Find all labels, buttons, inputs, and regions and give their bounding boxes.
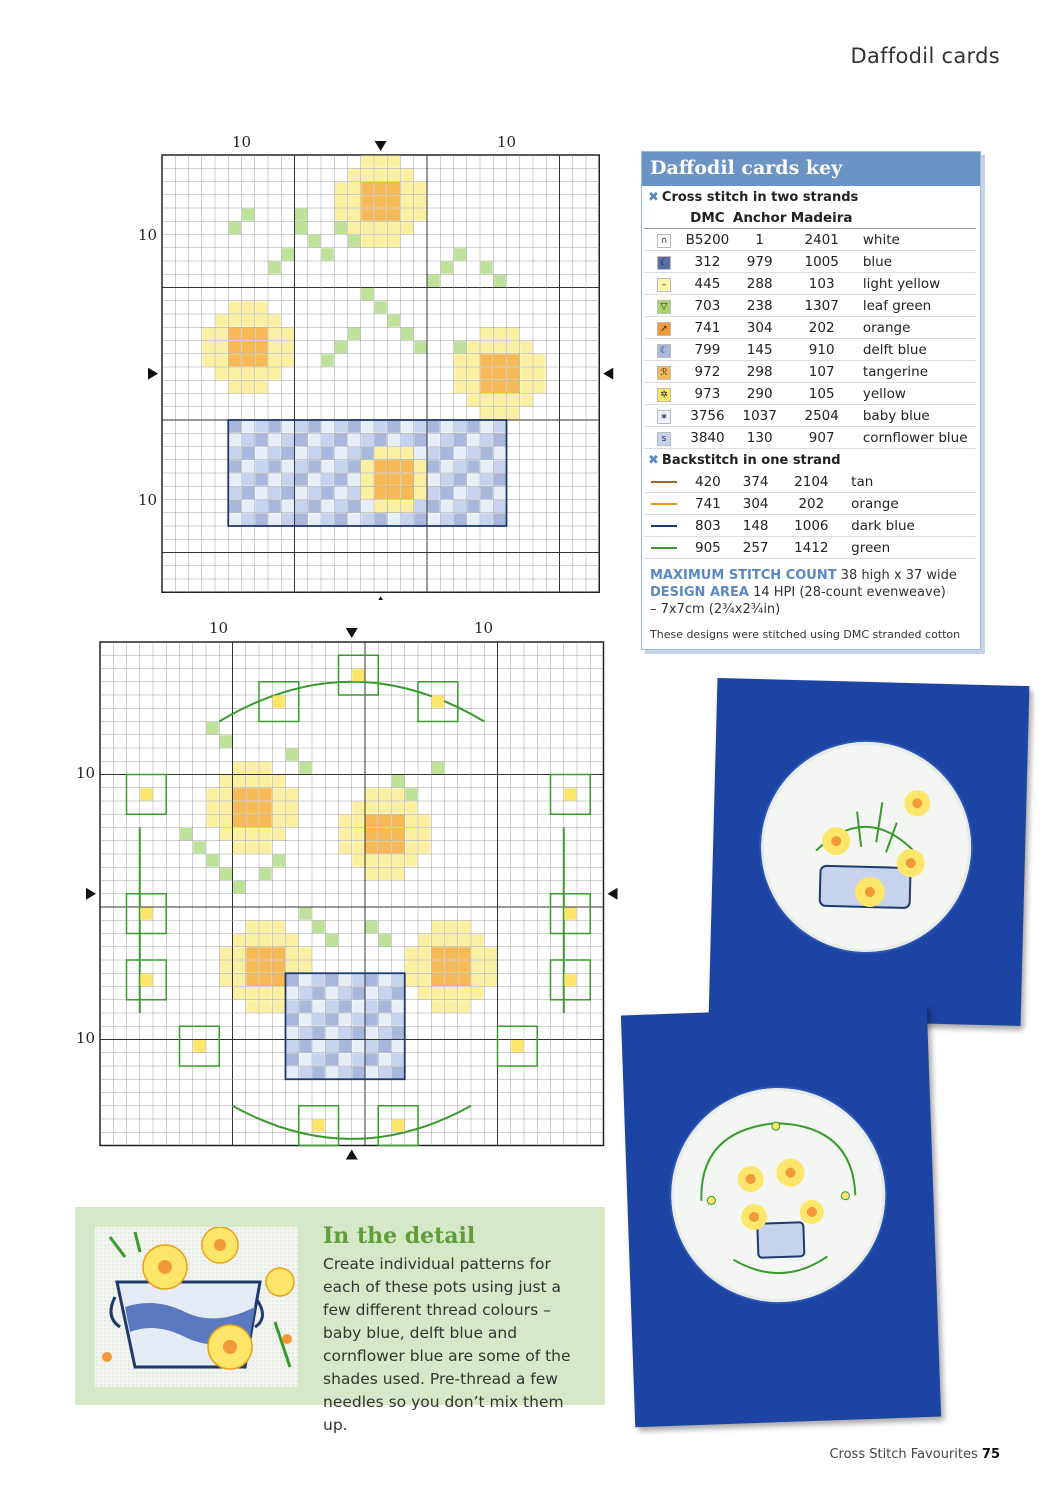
dmc-code: 905 <box>684 537 732 559</box>
key-symbol: ∩ <box>644 229 684 251</box>
backstitch-line <box>644 471 684 493</box>
key-symbol: ℛ <box>644 361 684 383</box>
madeira-code: 907 <box>788 427 854 449</box>
colour-name: light yellow <box>855 273 976 295</box>
colour-name: delft blue <box>855 339 976 361</box>
card-front-stitching <box>668 1084 889 1305</box>
max-stitch-label: MAXIMUM STITCH COUNT <box>650 568 837 583</box>
card-back-aperture <box>758 739 973 954</box>
cross-stitch-heading: ✖ Cross stitch in two strands <box>648 190 859 205</box>
chart1-left-bottom-label: 10 <box>138 491 158 509</box>
name-col-header <box>855 208 976 229</box>
madeira-code: 2401 <box>788 229 854 251</box>
colour-name: white <box>855 229 976 251</box>
colour-name: blue <box>855 251 976 273</box>
symbol-col-header <box>644 208 684 229</box>
dmc-code: 741 <box>684 317 731 339</box>
backstitch-line <box>644 493 684 515</box>
key-row <box>644 405 976 427</box>
colour-name: dark blue <box>843 515 976 537</box>
madeira-code: 107 <box>788 361 854 383</box>
design-area-label: DESIGN AREA <box>650 585 749 600</box>
key-symbol: ➚ <box>644 317 684 339</box>
backstitch-table <box>644 471 976 559</box>
anchor-code: 304 <box>732 493 780 515</box>
madeira-code: 103 <box>788 273 854 295</box>
dmc-code: 445 <box>684 273 731 295</box>
anchor-code: 238 <box>731 295 789 317</box>
key-row <box>644 317 976 339</box>
cross-icon: ✖ <box>648 453 659 468</box>
key-row <box>644 229 976 251</box>
chart1-svg <box>145 140 620 600</box>
madeira-code: 2104 <box>780 471 844 493</box>
anchor-code: 257 <box>732 537 780 559</box>
colour-name: leaf green <box>855 295 976 317</box>
madeira-code: 202 <box>788 317 854 339</box>
detail-body: Create individual patterns for each of these pots using just a few different thread colours – baby blue, delft blue and cornflower blue are some of the shades used. Pre-thread a few needles so you don’t mix them up. <box>323 1255 571 1434</box>
colour-name: orange <box>855 317 976 339</box>
madeira-code: 105 <box>788 383 854 405</box>
key-symbol: – <box>644 273 684 295</box>
colour-name: baby blue <box>855 405 976 427</box>
key-symbol: ☾ <box>644 251 684 273</box>
chart2-svg <box>85 625 620 1190</box>
dmc-code: 803 <box>684 515 732 537</box>
chart2-left-bottom-label: 10 <box>76 1029 96 1047</box>
dmc-code: 703 <box>684 295 731 317</box>
key-symbol: ∗ <box>644 405 684 427</box>
key-row <box>644 383 976 405</box>
anchor-code: 130 <box>731 427 789 449</box>
backstitch-line <box>644 515 684 537</box>
card-front <box>621 1005 941 1427</box>
anchor-code: 288 <box>731 273 789 295</box>
colour-name: yellow <box>855 383 976 405</box>
detail-closeup-image <box>95 1227 298 1387</box>
backstitch-line <box>644 537 684 559</box>
card-front-aperture <box>668 1084 889 1305</box>
chart2-pattern <box>85 625 620 1190</box>
dmc-code: 741 <box>684 493 732 515</box>
chart1-left-top-label: 10 <box>138 226 158 244</box>
colour-name: green <box>843 537 976 559</box>
dmc-code: 799 <box>684 339 731 361</box>
key-symbol: ☾ <box>644 339 684 361</box>
backstitch-row <box>644 493 976 515</box>
colour-name: cornflower blue <box>855 427 976 449</box>
page-title: Daffodil cards <box>850 44 1000 68</box>
madeira-code: 1005 <box>788 251 854 273</box>
thread-credit: These designs were stitched using DMC stranded cotton <box>650 628 961 641</box>
backstitch-row <box>644 471 976 493</box>
madeira-code: 2504 <box>788 405 854 427</box>
chart1-top-right-label: 10 <box>497 133 517 151</box>
madeira-code: 1412 <box>780 537 844 559</box>
detail-panel <box>75 1207 605 1434</box>
key-table <box>644 208 976 449</box>
thread-key <box>641 151 981 650</box>
dmc-code: B5200 <box>684 229 731 251</box>
dmc-code: 3840 <box>684 427 731 449</box>
backstitch-heading: ✖ Backstitch in one strand <box>648 453 841 468</box>
madeira-code: 910 <box>788 339 854 361</box>
madeira-code: 1307 <box>788 295 854 317</box>
chart2-top-right-label: 10 <box>474 619 494 637</box>
dmc-code: 312 <box>684 251 731 273</box>
colour-name: tan <box>843 471 976 493</box>
card-back <box>709 678 1030 1026</box>
dmc-col-header: DMC <box>684 208 731 229</box>
madeira-col-header: Madeira <box>788 208 854 229</box>
stitch-stats <box>642 559 980 618</box>
detail-title: In the detail <box>323 1223 476 1249</box>
design-area-value: 14 HPI (28-count evenweave) <box>753 585 946 600</box>
backstitch-row <box>644 515 976 537</box>
anchor-code: 1037 <box>731 405 789 427</box>
max-stitch-value: 38 high x 37 wide <box>840 568 957 583</box>
chart2-top-left-label: 10 <box>209 619 229 637</box>
chart1-top-left-label: 10 <box>232 133 252 151</box>
colour-name: orange <box>843 493 976 515</box>
key-symbol: ꜱ <box>644 427 684 449</box>
madeira-code: 1006 <box>780 515 844 537</box>
anchor-code: 148 <box>732 515 780 537</box>
key-row <box>644 295 976 317</box>
chart2-left-top-label: 10 <box>76 764 96 782</box>
key-row <box>644 339 976 361</box>
dmc-code: 420 <box>684 471 732 493</box>
backstitch-row <box>644 537 976 559</box>
key-row <box>644 361 976 383</box>
key-row <box>644 273 976 295</box>
key-row <box>644 427 976 449</box>
cross-icon: ✖ <box>648 190 659 205</box>
anchor-code: 145 <box>731 339 789 361</box>
key-symbol: ✲ <box>644 383 684 405</box>
colour-name: tangerine <box>855 361 976 383</box>
key-row <box>644 251 976 273</box>
anchor-code: 979 <box>731 251 789 273</box>
page-number: 75 <box>981 1447 1000 1462</box>
card-back-stitching <box>758 739 973 954</box>
key-title: Daffodil cards key <box>642 152 980 186</box>
chart1-pattern <box>145 140 620 600</box>
page-footer <box>829 1447 1000 1462</box>
anchor-col-header: Anchor <box>731 208 789 229</box>
anchor-code: 298 <box>731 361 789 383</box>
anchor-code: 374 <box>732 471 780 493</box>
design-area-size: – 7x7cm (2¾x2¾in) <box>650 602 781 617</box>
madeira-code: 202 <box>780 493 844 515</box>
dmc-code: 3756 <box>684 405 731 427</box>
anchor-code: 290 <box>731 383 789 405</box>
key-symbol: ▽ <box>644 295 684 317</box>
dmc-code: 972 <box>684 361 731 383</box>
anchor-code: 304 <box>731 317 789 339</box>
magazine-name: Cross Stitch Favourites <box>829 1447 978 1462</box>
dmc-code: 973 <box>684 383 731 405</box>
anchor-code: 1 <box>731 229 789 251</box>
